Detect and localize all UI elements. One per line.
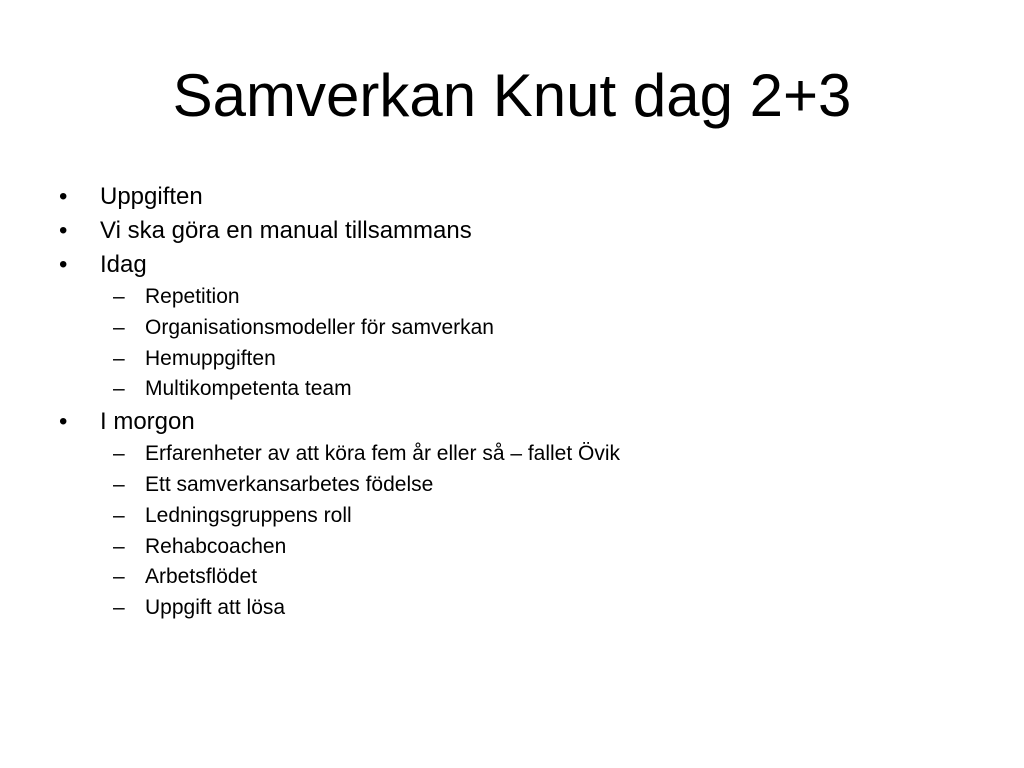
sub-marker: – <box>113 442 125 466</box>
sub-list-wrapper <box>0 282 1000 405</box>
sub-text: Hemuppgiften <box>145 346 276 370</box>
bullet-list <box>0 180 1000 624</box>
sub-item <box>0 562 1000 593</box>
bullet-text: Vi ska göra en manual tillsammans <box>100 217 472 244</box>
sub-marker: – <box>113 377 125 401</box>
bullet-item <box>0 248 1000 282</box>
sub-list-wrapper <box>0 439 1000 624</box>
sub-text: Ett samverkansarbetes födelse <box>145 472 434 496</box>
sub-text: Uppgift att lösa <box>145 596 286 620</box>
sub-marker: – <box>113 472 125 496</box>
sub-list <box>0 439 1000 624</box>
bullet-marker: • <box>59 217 68 244</box>
bullet-item <box>0 180 1000 214</box>
sub-item <box>0 313 1000 344</box>
sub-marker: – <box>113 503 125 527</box>
bullet-item <box>0 214 1000 248</box>
sub-text: Ledningsgruppens roll <box>145 503 352 527</box>
sub-text: Arbetsflödet <box>145 565 258 589</box>
bullet-text: I morgon <box>100 408 195 436</box>
sub-marker: – <box>113 596 125 620</box>
sub-marker: – <box>113 315 125 339</box>
sub-text: Repetition <box>145 285 240 308</box>
sub-marker: – <box>113 565 125 589</box>
sub-item <box>0 344 1000 375</box>
sub-list <box>0 282 1000 405</box>
bullet-marker: • <box>59 183 68 210</box>
bullet-marker: • <box>59 408 68 436</box>
sub-text: Erfarenheter av att köra fem år eller så – fallet Övik <box>145 442 621 466</box>
slide-title: Samverkan Knut dag 2+3 <box>172 62 852 129</box>
bullet-item <box>0 405 1000 439</box>
sub-item <box>0 439 1000 470</box>
sub-marker: – <box>113 285 125 308</box>
sub-item <box>0 532 1000 563</box>
sub-item <box>0 470 1000 501</box>
sub-item <box>0 282 1000 313</box>
sub-text: Organisationsmodeller för samverkan <box>145 315 494 339</box>
sub-marker: – <box>113 534 125 558</box>
bullet-text: Uppgiften <box>100 183 203 210</box>
bullet-text: Idag <box>100 251 147 278</box>
bullet-marker: • <box>59 251 68 278</box>
sub-text: Multikompetenta team <box>145 377 352 401</box>
sub-item <box>0 374 1000 405</box>
sub-marker: – <box>113 346 125 370</box>
sub-item <box>0 501 1000 532</box>
sub-text: Rehabcoachen <box>145 534 287 558</box>
sub-item <box>0 593 1000 624</box>
